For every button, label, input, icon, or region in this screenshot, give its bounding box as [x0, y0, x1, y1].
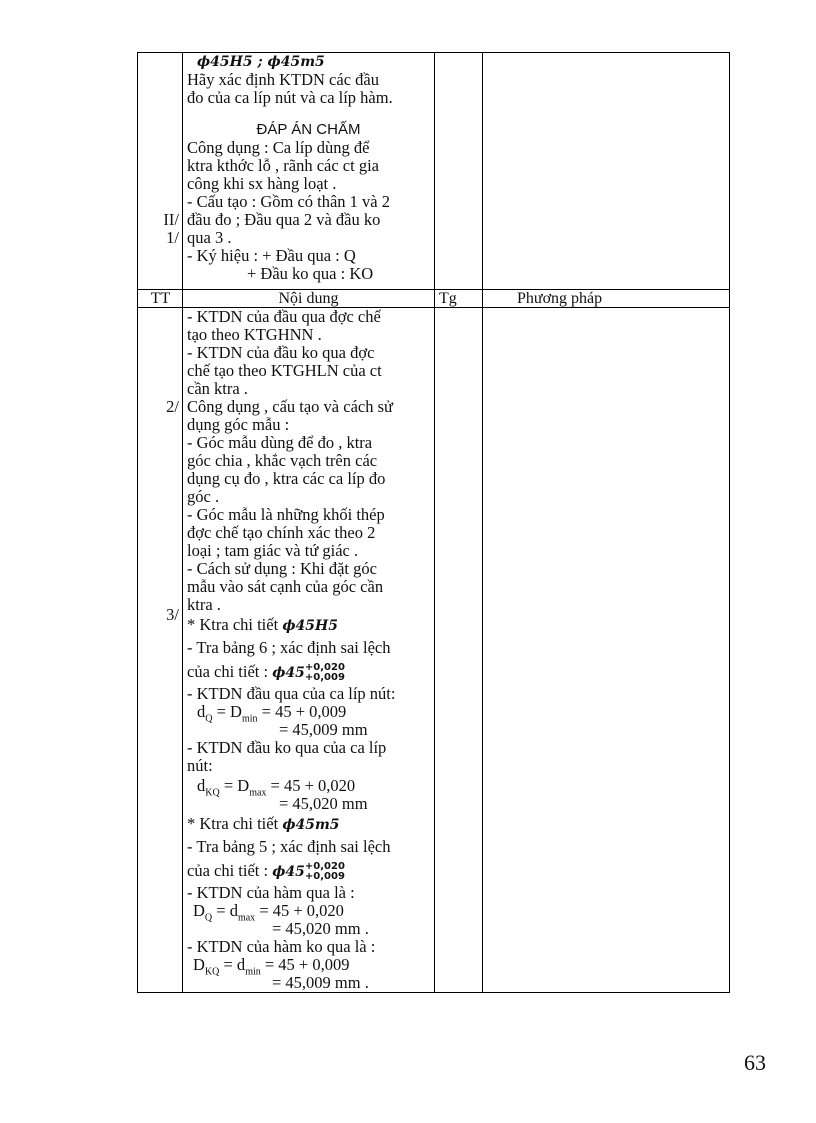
- eq-lhs: d: [197, 702, 206, 722]
- table-header-row: [138, 290, 730, 308]
- eq-mid-sub: max: [237, 912, 256, 924]
- content-line: nút:: [187, 756, 213, 776]
- content-line: - KTDN đầu qua của ca líp nút:: [187, 684, 396, 704]
- eq-mid-sub: min: [245, 966, 261, 978]
- page-number: 63: [744, 1050, 766, 1075]
- content-line: góc .: [187, 487, 220, 506]
- content-cell: [183, 308, 435, 993]
- answer-line: - Cấu tạo : Gồm có thân 1 và 2: [187, 192, 390, 211]
- check-line: [187, 815, 430, 834]
- eq-rhs: = 45 + 0,020: [266, 776, 356, 796]
- eq-rhs: = 45 + 0,009: [257, 702, 347, 722]
- content-line: đợc chế tạo chính xác theo 2: [187, 523, 376, 542]
- content-line: cần ktra .: [187, 379, 248, 398]
- answer-heading: ĐÁP ÁN CHẤM: [256, 121, 361, 138]
- header-tt: TT: [138, 290, 183, 308]
- check-line: [187, 616, 430, 635]
- eq-lhs: D: [193, 901, 205, 921]
- content-line: loại ; tam giác và tứ giác .: [187, 541, 359, 560]
- answer-line: + Đầu ko qua : KO: [247, 264, 374, 283]
- content-line: - Góc mẫu dùng để đo , ktra: [187, 433, 373, 452]
- content-line: - KTDN của hàm ko qua là :: [187, 937, 376, 957]
- lookup-line: - Tra bảng 5 ; xác định sai lệch: [187, 837, 391, 857]
- stt-cell: [138, 308, 183, 993]
- answer-line: - Ký hiệu : + Đầu qua : Q: [187, 246, 356, 265]
- eq-rhs: = 45 + 0,020: [255, 901, 344, 921]
- check-symbol: ϕ45m5: [282, 817, 340, 834]
- header-tg: Tg: [435, 290, 483, 308]
- result-line: = 45,009 mm: [279, 720, 368, 740]
- eq-mid: = D: [212, 702, 242, 722]
- check-label: * Ktra chi tiết: [187, 615, 279, 634]
- content-line: - KTDN của đầu qua đợc chế: [187, 307, 381, 326]
- content-line: - KTDN của đầu ko qua đợc: [187, 343, 375, 362]
- eq-mid-sub: max: [249, 787, 267, 799]
- tolerance-limits: [305, 862, 345, 882]
- tolerance-base: ϕ45: [272, 864, 305, 881]
- header-phuong-phap: Phương pháp: [483, 290, 730, 308]
- result-line: = 45,020 mm .: [272, 919, 369, 939]
- question-line: Hãy xác định KTDN các đầu: [187, 70, 379, 89]
- content-line: - Góc mẫu là những khối thép: [187, 505, 385, 524]
- method-cell: [483, 308, 730, 993]
- symbol-line: ϕ45H5 ; ϕ45m5: [197, 54, 325, 70]
- content-line: dụng cụ đo , ktra các ca líp đo: [187, 469, 386, 488]
- content-line: mẫu vào sát cạnh của góc cần: [187, 577, 384, 596]
- table-row-question: [138, 53, 730, 290]
- tolerance-limits: [305, 663, 345, 683]
- eq-mid-sub: min: [241, 713, 258, 725]
- tolerance-line: [187, 862, 430, 882]
- content-line: dụng góc mẫu :: [187, 415, 290, 434]
- eq-rhs: = 45 + 0,009: [260, 955, 350, 975]
- stt-number: 1/: [166, 228, 179, 247]
- answer-line: Công dụng : Ca líp dùng để: [187, 138, 370, 157]
- tolerance-upper: +0,020: [304, 662, 345, 674]
- equation-line: [187, 901, 430, 924]
- time-cell: [435, 53, 483, 290]
- equation-line: [187, 955, 430, 978]
- tolerance-lower: +0,009: [304, 672, 345, 684]
- method-cell: [483, 53, 730, 290]
- time-cell: [435, 308, 483, 993]
- eq-lhs: D: [193, 955, 205, 975]
- detail-prefix: của chi tiết :: [187, 662, 269, 681]
- eq-mid: = D: [219, 776, 250, 796]
- content-line: - Cách sử dụng : Khi đặt góc: [187, 559, 377, 578]
- table-row-answers: [138, 308, 730, 993]
- eq-lhs-sub: KQ: [204, 966, 220, 978]
- stt-number: II/: [163, 210, 179, 229]
- stt-number: 3/: [166, 605, 179, 624]
- stt-cell: [138, 53, 183, 290]
- eq-lhs: d: [197, 776, 206, 796]
- content-line: tạo theo KTGHNN .: [187, 325, 322, 344]
- check-symbol: ϕ45H5: [282, 618, 338, 634]
- result-line: = 45,020 mm: [279, 794, 368, 814]
- answer-line: công khi sx hàng loạt .: [187, 174, 337, 193]
- check-label: * Ktra chi tiết: [187, 814, 279, 834]
- tolerance-lower: +0,009: [304, 871, 345, 883]
- content-line: - KTDN của hàm qua là :: [187, 883, 355, 903]
- content-cell: [183, 53, 435, 290]
- eq-lhs-sub: KQ: [205, 787, 220, 799]
- tolerance-base: ϕ45: [272, 665, 305, 681]
- content-line: ktra .: [187, 595, 221, 614]
- content-line: Công dụng , cấu tạo và cách sử: [187, 397, 393, 416]
- question-line: đo của ca líp nút và ca líp hàm.: [187, 88, 393, 107]
- eq-lhs-sub: Q: [205, 713, 213, 725]
- content-line: chế tạo theo KTGHLN của ct: [187, 361, 382, 380]
- tolerance-upper: +0,020: [304, 861, 345, 873]
- eq-lhs-sub: Q: [204, 912, 213, 924]
- content-line: góc chia , khắc vạch trên các: [187, 451, 378, 470]
- detail-prefix: của chi tiết :: [187, 861, 269, 881]
- eq-mid: = d: [219, 955, 246, 975]
- eq-mid: = d: [212, 901, 238, 921]
- content-line: - KTDN đầu ko qua của ca líp: [187, 738, 387, 758]
- lookup-line: - Tra bảng 6 ; xác định sai lệch: [187, 638, 391, 657]
- answer-line: ktra kthớc lỗ , rãnh các ct gia: [187, 156, 379, 175]
- equation-line: [187, 702, 430, 725]
- tolerance-line: [187, 663, 430, 683]
- answer-line: qua 3 .: [187, 228, 232, 247]
- answer-table: [137, 52, 730, 993]
- header-noi-dung: Nội dung: [183, 290, 435, 308]
- stt-number: 2/: [166, 397, 179, 416]
- equation-line: [187, 776, 430, 799]
- result-line: = 45,009 mm .: [272, 973, 369, 993]
- answer-line: đầu đo ; Đầu qua 2 và đầu ko: [187, 210, 381, 229]
